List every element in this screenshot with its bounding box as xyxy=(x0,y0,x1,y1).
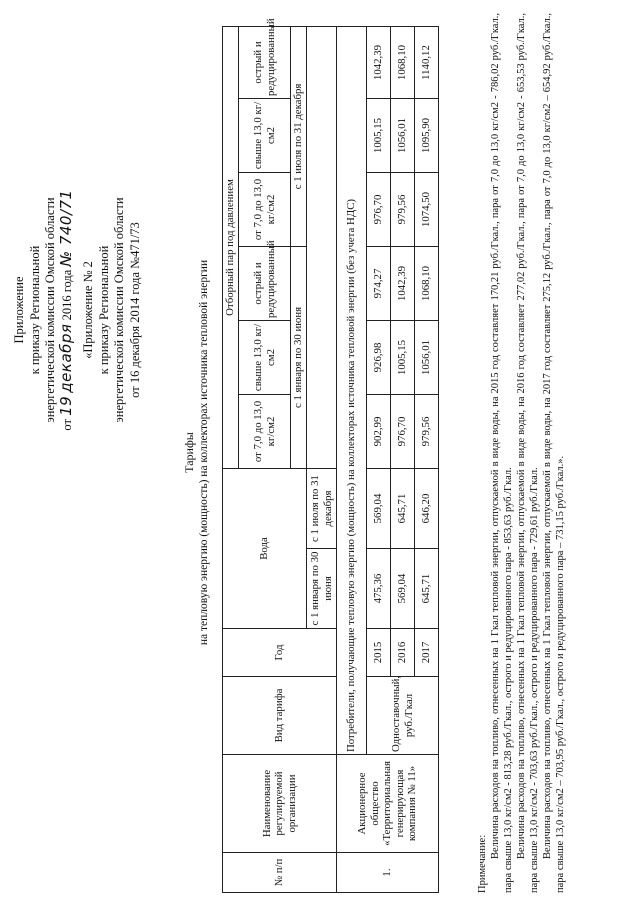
header-line: к приказу Региональной xyxy=(27,245,42,375)
cell-value: 1042,39 xyxy=(391,246,415,320)
header-block xyxy=(12,100,143,520)
cell-value: 1005,15 xyxy=(391,320,415,394)
cell-value: 569,04 xyxy=(367,468,391,548)
cell-value: 902,99 xyxy=(367,394,391,468)
header-tariff-type: Вид тарифа xyxy=(223,677,337,755)
cell-value: 976,70 xyxy=(367,172,391,246)
note-2017: Величина расходов на топливо, отнесенных на 1 Гкал тепловой энергии, отпускаемой в виде воды, на 2017 год составляет 275,12 руб./Гкал., пара от 7,0 до 13,0 кг/см2 – 654,92 руб./Гкал., пара свыше 13,0 кг/см2 – 703,95 руб./Гкал., острого и редуцированного пара – 731,15 руб./Гкал.». xyxy=(542,13,566,893)
notes-label: Примечание: xyxy=(477,834,488,893)
cell-value: 976,70 xyxy=(391,394,415,468)
header-water-period: с 1 января по 30 июня xyxy=(307,549,337,629)
header-num: № п/п xyxy=(223,853,337,893)
cell-value: 569,04 xyxy=(391,549,415,629)
cell-value: 1095,90 xyxy=(415,98,439,172)
note-2015: Величина расходов на топливо, отнесенных на 1 Гкал тепловой энергии, отпускаемой в виде воды, на 2015 год составляет 170,21 руб./Гкал., пара от 7,0 до 13,0 кг/см2 - 786,02 руб./Гкал., пара свыше 13,0 кг/см2 - 813,28 руб./Гкал., острого и редуцированного пара - 853,63 руб./Гкал. xyxy=(490,13,514,893)
note-2016: Величина расходов на топливо, отнесенных на 1 Гкал тепловой энергии, отпускаемой в виде воды, на 2016 год составляет 277,02 руб./Гкал., пара от 7,0 до 13,0 кг/см2 - 653,53 руб./Гкал., пара свыше 13,0 кг/см2 - 703,63 руб./Гкал., острого и редуцированного пара - 729,61 руб./Гкал. xyxy=(516,13,540,893)
header-line: энергетической комиссии Омской области xyxy=(43,197,57,423)
header-steam-col: от 7,0 до 13,0 кг/см2 xyxy=(239,172,291,246)
header-line: Приложение xyxy=(12,276,26,344)
appendix-line: к приказу Региональной xyxy=(96,245,111,375)
cell-value: 475,36 xyxy=(367,549,391,629)
cell-value: 1005,15 xyxy=(367,98,391,172)
header-steam: Отборный пар под давлением xyxy=(223,26,239,468)
notes-block xyxy=(476,13,567,893)
cell-value: 926,98 xyxy=(367,320,391,394)
cell-value: 1056,01 xyxy=(391,98,415,172)
date-prefix: от xyxy=(59,419,74,431)
appendix-line: от 16 декабря 2014 года №471/73 xyxy=(127,222,142,398)
cell-value: 1068,10 xyxy=(391,26,415,98)
header-empty xyxy=(307,26,337,468)
header-steam-col: свыше 13,0 кг/см2 xyxy=(239,320,291,394)
tariff-type: Одноставочный, руб./Гкал xyxy=(367,677,439,755)
cell-value: 645,71 xyxy=(415,549,439,629)
handwritten-number: № 740/71 xyxy=(56,189,75,267)
header-org: Наименование регулируемой организации xyxy=(223,755,337,853)
document-title: Тарифы xyxy=(182,432,196,473)
cell-value: 1042,39 xyxy=(367,26,391,98)
document-subtitle: на тепловую энергию (мощность) на коллекторах источника тепловой энергии xyxy=(198,259,210,646)
row-number: 1. xyxy=(337,853,439,893)
tariff-table xyxy=(222,18,439,893)
appendix-line: «Приложение № 2 xyxy=(81,261,95,359)
header-steam-col: острый и редуцированный xyxy=(239,246,291,320)
header-steam-col: свыше 13,0 кг/см2 xyxy=(239,98,291,172)
cell-value: 645,71 xyxy=(391,468,415,548)
cell-year: 2015 xyxy=(367,629,391,677)
header-water-period: с 1 июля по 31 декабря xyxy=(307,468,337,548)
cell-year: 2017 xyxy=(415,629,439,677)
cell-value: 1068,10 xyxy=(415,246,439,320)
cell-year: 2016 xyxy=(391,629,415,677)
header-steam-period: с 1 января по 30 июня xyxy=(291,246,307,468)
handwritten-day: 19 xyxy=(56,395,75,416)
cell-value: 974,27 xyxy=(367,246,391,320)
header-steam-col: острый и редуцированный xyxy=(239,26,291,98)
cell-value: 979,56 xyxy=(415,394,439,468)
cell-value: 1056,01 xyxy=(415,320,439,394)
cell-value: 1074,50 xyxy=(415,172,439,246)
header-steam-period: с 1 июля по 31 декабря xyxy=(291,26,307,246)
header-water: Вода xyxy=(223,468,307,628)
cell-value: 979,56 xyxy=(391,172,415,246)
section-label: Потребители, получающие тепловую энергию (мощность) на коллекторах источника тепловой энергии (без учета НДС) xyxy=(337,26,367,754)
org-name: Акционерное общество «Территориальная генерирующая компания № 11» xyxy=(337,755,439,853)
header-steam-col: от 7,0 до 13,0 кг/см2 xyxy=(239,394,291,468)
order-date-line xyxy=(56,100,76,520)
handwritten-month: декабря xyxy=(56,323,75,393)
cell-value: 646,20 xyxy=(415,468,439,548)
header-year: Год xyxy=(223,629,337,677)
cell-value: 1140,12 xyxy=(415,26,439,98)
appendix-line: энергетической комиссии Омской области xyxy=(112,197,126,423)
date-year: 2016 года xyxy=(59,269,74,321)
